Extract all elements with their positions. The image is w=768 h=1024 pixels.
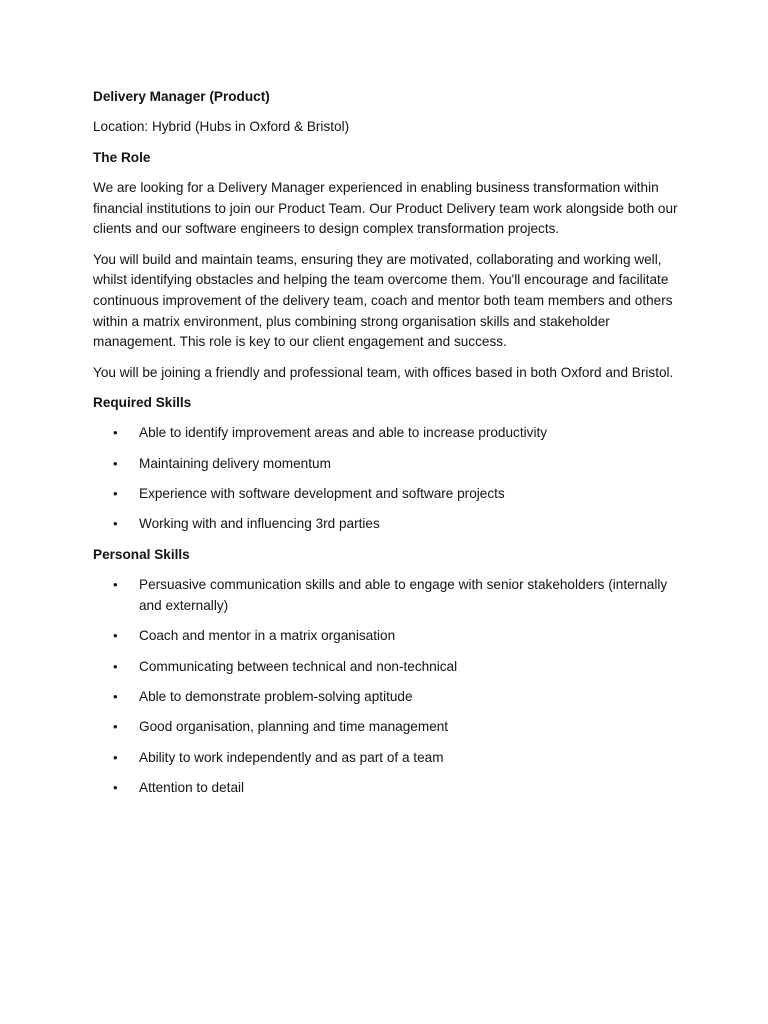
list-item [93, 778, 683, 799]
bullet-icon: • [113, 749, 118, 765]
required-skills-heading: Required Skills [93, 394, 192, 410]
bullet-icon: • [113, 719, 118, 735]
role-paragraph: We are looking for a Delivery Manager experienced in enabling business transformation within financial institutions to join our Product Team. Our Product Delivery team work alongside both our clients and our software engineers to design complex transformation projects. [93, 180, 678, 237]
bullet-icon: • [113, 689, 118, 705]
list-item [93, 454, 683, 475]
list-item [93, 748, 683, 769]
bullet-icon: • [113, 455, 118, 471]
document-body [93, 87, 683, 809]
list-item [93, 687, 683, 708]
list-item [93, 657, 683, 678]
role-paragraph: You will be joining a friendly and professional team, with offices based in both Oxford and Bristol. [93, 364, 674, 380]
role-heading: The Role [93, 149, 151, 165]
bullet-icon: • [113, 780, 118, 796]
list-item-text: Maintaining delivery momentum [139, 455, 331, 471]
list-item-text: Able to demonstrate problem-solving aptitude [139, 689, 413, 705]
list-item-text: Attention to detail [139, 780, 245, 796]
location-line: Location: Hybrid (Hubs in Oxford & Bristol) [93, 119, 350, 135]
list-item [93, 717, 683, 738]
list-item-text: Ability to work independently and as part of a team [139, 749, 444, 765]
bullet-icon: • [113, 577, 118, 593]
bullet-icon: • [113, 486, 118, 502]
list-item [93, 484, 683, 505]
list-item [93, 575, 683, 616]
bullet-icon: • [113, 658, 118, 674]
role-paragraph: You will build and maintain teams, ensuring they are motivated, collaborating and working well, whilst identifying obstacles and helping the team overcome them. You'll encourage and facilitate continuous improvement of the delivery team, coach and mentor both team members and others within a matrix environment, plus combining strong organisation skills and stakeholder management. This role is key to our client engagement and success. [93, 251, 673, 350]
personal-skills-list [93, 575, 683, 799]
bullet-icon: • [113, 628, 118, 644]
list-item-text: Experience with software development and software projects [139, 486, 505, 502]
required-skills-list [93, 423, 683, 535]
bullet-icon: • [113, 516, 118, 532]
list-item [93, 626, 683, 647]
list-item [93, 423, 683, 444]
document-title: Delivery Manager (Product) [93, 89, 270, 104]
list-item-text: Able to identify improvement areas and able to increase productivity [139, 425, 548, 441]
list-item-text: Working with and influencing 3rd parties [139, 516, 380, 532]
list-item-text: Good organisation, planning and time management [139, 719, 449, 735]
list-item-text: Communicating between technical and non-technical [139, 658, 458, 674]
list-item-text: Persuasive communication skills and able to engage with senior stakeholders (internally and externally) [139, 577, 668, 613]
list-item [93, 514, 683, 535]
bullet-icon: • [113, 425, 118, 441]
personal-skills-heading: Personal Skills [93, 546, 190, 562]
list-item-text: Coach and mentor in a matrix organisation [139, 628, 396, 644]
